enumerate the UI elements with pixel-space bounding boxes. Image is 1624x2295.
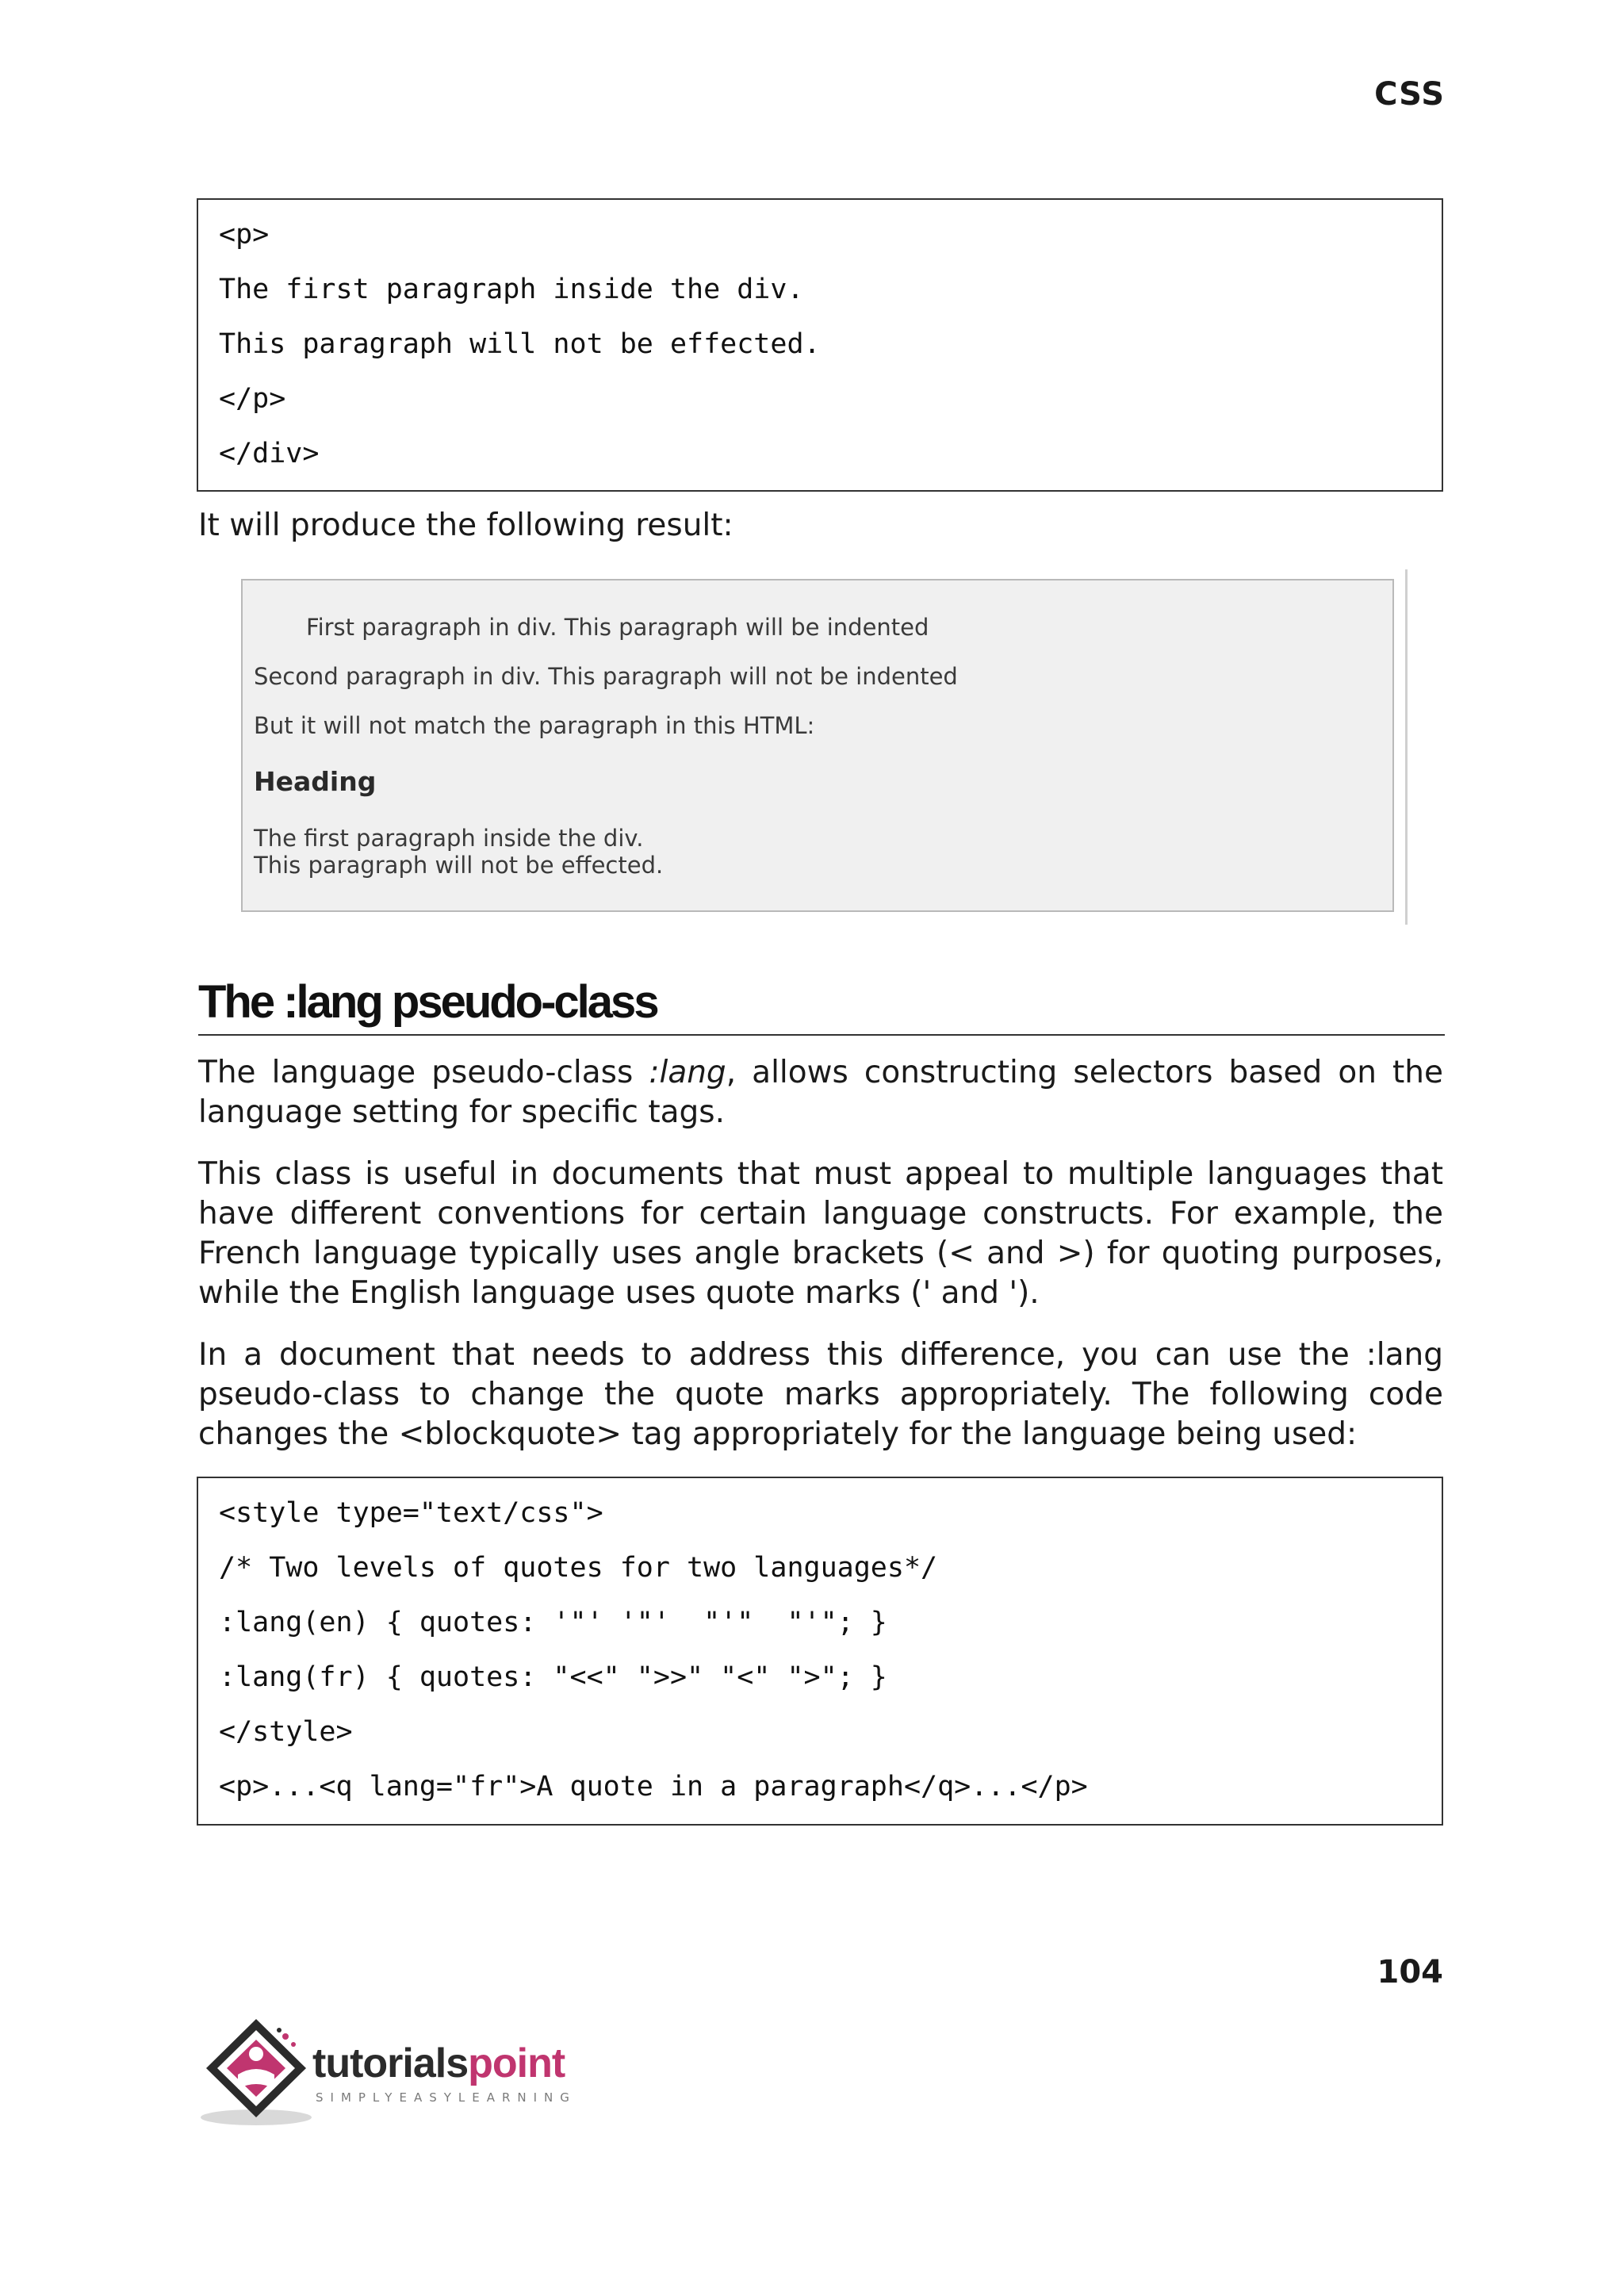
result-heading: Heading <box>254 766 377 797</box>
code-line: :lang(fr) { quotes: "<<" ">>" "<" ">"; } <box>219 1661 887 1693</box>
paragraph-1-start: The language pseudo-class <box>198 1055 649 1090</box>
paragraph-3: In a document that needs to address this difference, you can use the :lang pseudo-class to change the quote marks appropriately. The following code changes the <blockquote> tag appropriately for the language being used: <box>198 1337 1443 1452</box>
result-line-3: But it will not match the paragraph in this HTML: <box>254 712 815 739</box>
code-line: </style> <box>219 1716 353 1748</box>
code-line: </div> <box>219 438 320 469</box>
page-number: 104 <box>1377 1954 1443 1990</box>
code-line: </p> <box>219 383 286 415</box>
logo-tagline: SIMPLYEASYLEARNING <box>316 2090 576 2105</box>
header-label: CSS <box>1374 76 1445 113</box>
code-line: <style type="text/css"> <box>219 1497 603 1529</box>
paragraph-1-end: , allows constructing selectors based on the language setting for specific tags. <box>198 1055 1443 1130</box>
code-line: <p>...<q lang="fr">A quote in a paragraph</q>...</p> <box>219 1771 1088 1803</box>
code-block-bottom <box>197 1477 1443 1826</box>
paragraph-2: This class is useful in documents that must appeal to multiple languages that have different conventions for certain language constructs. For example, the French language typically uses angle brackets (< and >) for quoting purposes, while the English language uses quote marks (' and '). <box>198 1156 1443 1311</box>
code-line: This paragraph will not be effected. <box>219 328 821 360</box>
code-line: <p> <box>219 219 270 251</box>
result-line-4: The first paragraph inside the div. <box>254 825 644 852</box>
code-block-top <box>197 198 1443 492</box>
paragraph-1 <box>198 1053 1443 1132</box>
code-line: :lang(en) { quotes: '"' '"' "'" "'"; } <box>219 1607 887 1638</box>
section-title: The :lang pseudo-class <box>198 977 1445 1036</box>
lang-term: :lang <box>649 1055 726 1090</box>
result-line-5: This paragraph will not be effected. <box>254 852 664 879</box>
code-line: The first paragraph inside the div. <box>219 274 804 305</box>
code-line: /* Two levels of quotes for two languages*/ <box>219 1552 938 1584</box>
logo-wordmark: tutorialspoint <box>312 2040 565 2086</box>
result-frame-edge <box>1405 569 1408 925</box>
result-screenshot <box>241 579 1394 912</box>
tutorialspoint-logo <box>197 2013 609 2132</box>
logo-emblem-icon <box>197 2013 316 2132</box>
result-intro: It will produce the following result: <box>198 508 733 543</box>
result-line-2: Second paragraph in div. This paragraph will not be indented <box>254 663 958 690</box>
result-line-1: First paragraph in div. This paragraph will be indented <box>306 614 929 641</box>
